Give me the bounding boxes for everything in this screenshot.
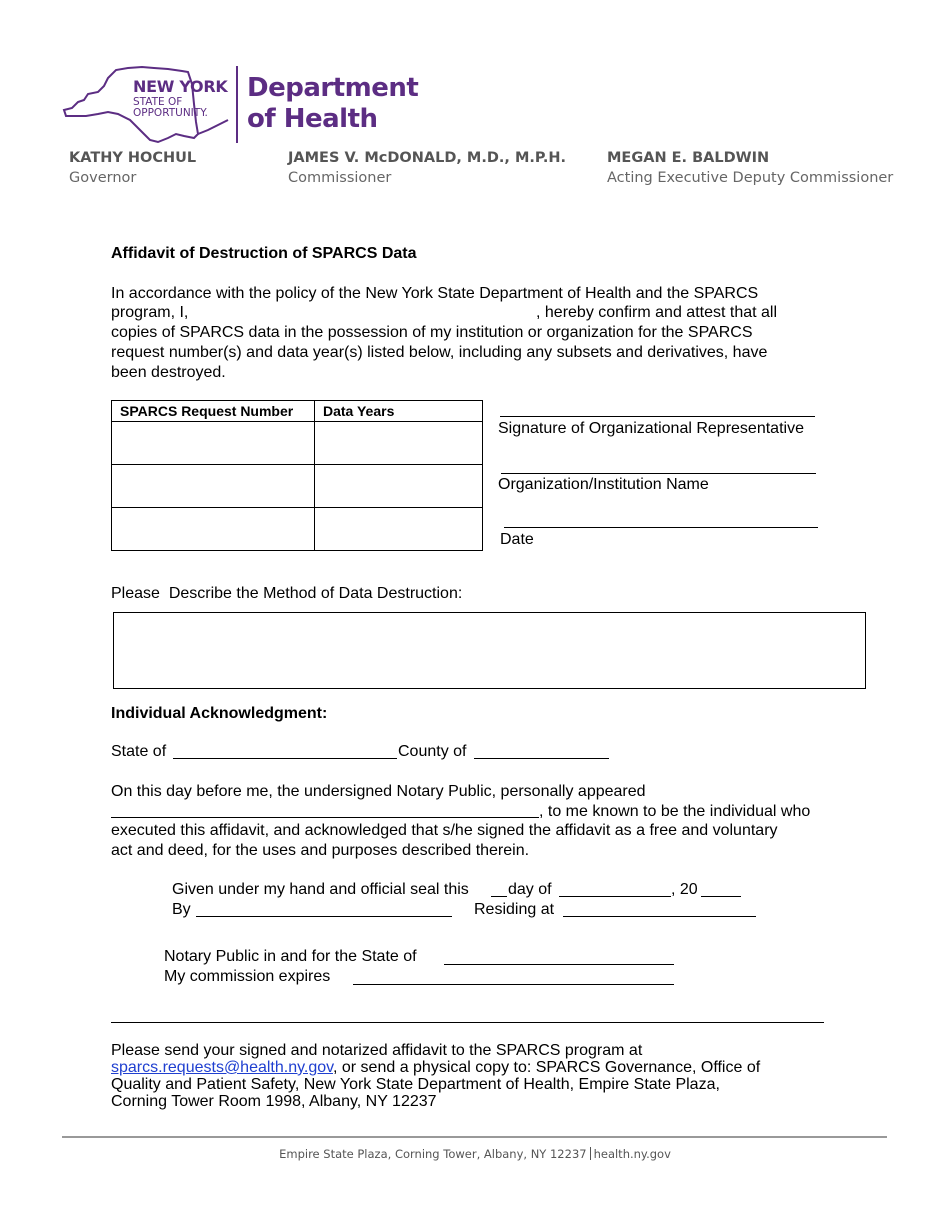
notary-line2: , to me known to be the individual who [539, 803, 811, 820]
data-years-cell[interactable] [315, 508, 483, 551]
organization-label: Organization/Institution Name [498, 476, 709, 493]
residing-label: Residing at [474, 901, 555, 918]
notary-state-line[interactable] [444, 964, 674, 965]
section-divider [111, 1022, 824, 1023]
signature-line[interactable] [500, 416, 815, 417]
day-label: day of [508, 881, 552, 898]
table-row [112, 422, 483, 465]
official-name-commissioner: JAMES V. McDONALD, M.D., M.P.H. [288, 150, 567, 166]
date-label: Date [500, 531, 534, 548]
year-label: , 20 [671, 881, 698, 898]
organization-line[interactable] [501, 473, 816, 474]
notary-line1: On this day before me, the undersigned Notary Public, personally appeared [111, 783, 646, 800]
footer-rule [62, 1136, 887, 1138]
day-line[interactable] [491, 896, 507, 897]
intro-line1: In accordance with the policy of the New York State Department of Health and the SPARCS [111, 285, 759, 302]
commission-line[interactable] [353, 984, 674, 985]
request-number-cell[interactable] [112, 422, 315, 465]
state-line[interactable] [173, 758, 397, 759]
footer-address: Empire State Plaza, Corning Tower, Albany, NY 12237 [279, 1147, 587, 1161]
notary-line3: executed this affidavit, and acknowledged that s/he signed the affidavit as a free and voluntary [111, 822, 778, 839]
date-line[interactable] [504, 527, 818, 528]
county-label: County of [398, 743, 467, 760]
department-title-line1: Department [247, 73, 419, 103]
intro-line5: been destroyed. [111, 364, 226, 381]
send-line2 [111, 1059, 760, 1077]
method-textbox[interactable] [113, 612, 866, 689]
footer [0, 1147, 950, 1161]
footer-website-link[interactable]: health.ny.gov [593, 1147, 671, 1161]
residing-line[interactable] [563, 916, 756, 917]
official-title-commissioner: Commissioner [288, 170, 392, 186]
signature-label: Signature of Organizational Representative [498, 420, 804, 437]
intro-line4: request number(s) and data year(s) listed below, including any subsets and derivatives, have [111, 344, 768, 361]
year-line[interactable] [701, 896, 741, 897]
acknowledgment-title: Individual Acknowledgment: [111, 705, 328, 722]
request-number-cell[interactable] [112, 465, 315, 508]
intro-line3: copies of SPARCS data in the possession of my institution or organization for the SPARCS [111, 324, 753, 341]
state-label: State of [111, 743, 167, 760]
table-row [112, 465, 483, 508]
send-line2-text: , or send a physical copy to: SPARCS Governance, Office of [332, 1059, 761, 1076]
send-line1: Please send your signed and notarized affidavit to the SPARCS program at [111, 1042, 643, 1059]
footer-separator [590, 1147, 591, 1160]
given-label: Given under my hand and official seal this [172, 881, 469, 898]
form-title: Affidavit of Destruction of SPARCS Data [111, 245, 417, 262]
request-table [111, 400, 483, 551]
by-label: By [172, 901, 191, 918]
table-header-row [112, 401, 483, 422]
data-years-cell[interactable] [315, 465, 483, 508]
month-line[interactable] [559, 896, 671, 897]
logo-divider [236, 66, 238, 143]
column-header-request-number: SPARCS Request Number [112, 401, 315, 422]
table-row [112, 508, 483, 551]
send-line4: Corning Tower Room 1998, Albany, NY 12237 [111, 1093, 437, 1110]
official-name-deputy: MEGAN E. BALDWIN [607, 150, 770, 166]
official-title-governor: Governor [69, 170, 137, 186]
official-title-deputy: Acting Executive Deputy Commissioner [607, 170, 894, 186]
ny-logo-line3: OPPORTUNITY. [133, 107, 208, 119]
notary-line4: act and deed, for the uses and purposes described therein. [111, 842, 530, 859]
notary-state-label: Notary Public in and for the State of [164, 948, 417, 965]
ny-logo-line2: STATE OF [133, 96, 183, 108]
official-name-governor: KATHY HOCHUL [69, 150, 197, 166]
ny-logo-line1: NEW YORK [133, 77, 228, 96]
data-years-cell[interactable] [315, 422, 483, 465]
department-title-line2: of Health [247, 104, 378, 134]
county-line[interactable] [474, 758, 609, 759]
appeared-name-line[interactable] [111, 817, 539, 818]
by-line[interactable] [196, 916, 452, 917]
intro-line2-end: , hereby confirm and attest that all [536, 304, 778, 321]
request-number-cell[interactable] [112, 508, 315, 551]
column-header-data-years: Data Years [315, 401, 483, 422]
commission-label: My commission expires [164, 968, 331, 985]
email-link[interactable]: sparcs.requests@health.ny.gov [111, 1059, 333, 1076]
intro-line2-start: program, I, [111, 304, 189, 321]
send-line3: Quality and Patient Safety, New York State Department of Health, Empire State Plaza, [111, 1076, 720, 1093]
method-label: Please Describe the Method of Data Destruction: [111, 585, 463, 602]
